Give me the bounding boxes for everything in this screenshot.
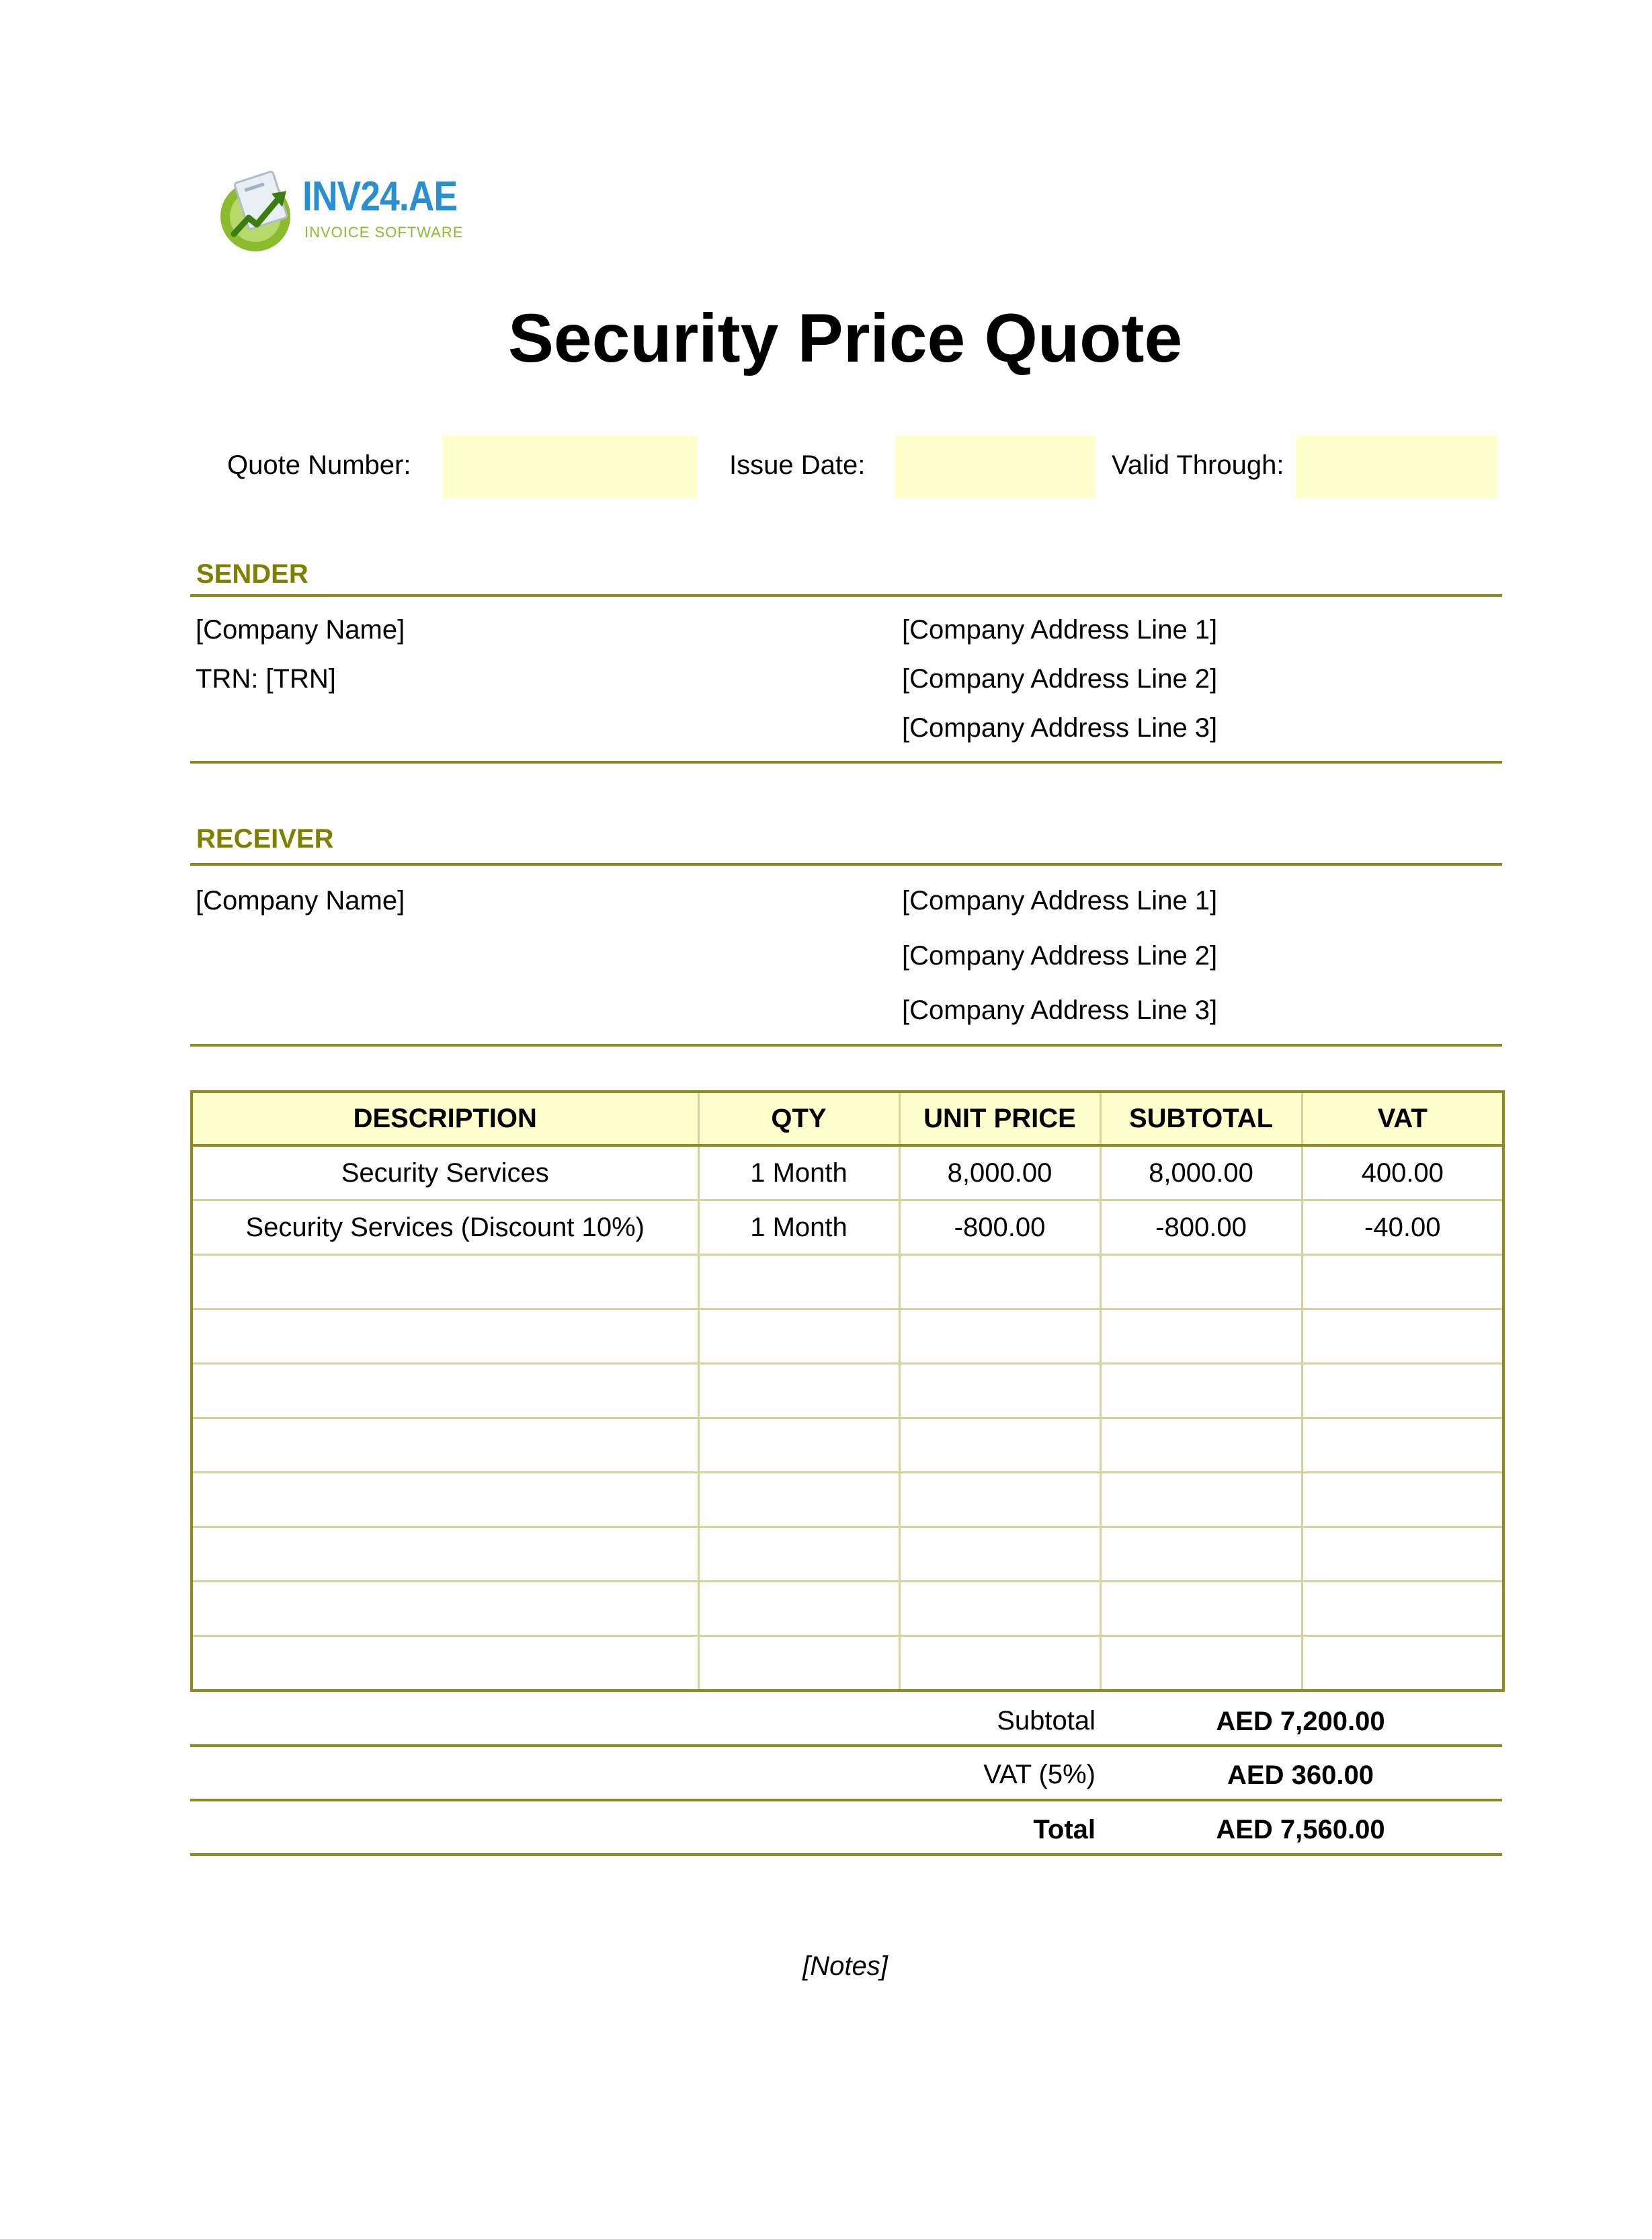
divider [190, 1853, 1502, 1856]
cell-description[interactable] [192, 1364, 698, 1418]
cell-unit-price[interactable]: 8,000.00 [899, 1145, 1100, 1200]
quote-number-label: Quote Number: [227, 450, 411, 480]
cell-qty[interactable] [698, 1527, 899, 1582]
column-header-vat: VAT [1302, 1092, 1503, 1145]
column-header-description: DESCRIPTION [192, 1092, 698, 1145]
cell-qty[interactable] [698, 1473, 899, 1527]
receiver-company-name: [Company Name] [196, 886, 405, 915]
cell-subtotal[interactable] [1100, 1582, 1302, 1636]
cell-vat[interactable] [1302, 1582, 1503, 1636]
receiver-heading: RECEIVER [196, 824, 334, 854]
cell-description[interactable] [192, 1473, 698, 1527]
receiver-address-line-1: [Company Address Line 1] [902, 886, 1218, 915]
cell-description[interactable] [192, 1255, 698, 1309]
table-row [192, 1255, 1503, 1309]
cell-description[interactable] [192, 1418, 698, 1473]
sender-heading: SENDER [196, 559, 308, 589]
cell-subtotal[interactable] [1100, 1364, 1302, 1418]
table-row [192, 1309, 1503, 1364]
cell-subtotal[interactable] [1100, 1418, 1302, 1473]
cell-subtotal[interactable] [1100, 1309, 1302, 1364]
cell-unit-price[interactable] [899, 1527, 1100, 1582]
cell-unit-price[interactable] [899, 1473, 1100, 1527]
cell-qty[interactable] [698, 1309, 899, 1364]
sender-company-name: [Company Name] [196, 615, 405, 645]
total-value: AED 7,560.00 [1216, 1815, 1385, 1844]
notes[interactable]: [Notes] [802, 1951, 888, 1981]
cell-vat[interactable] [1302, 1636, 1503, 1691]
cell-unit-price[interactable] [899, 1418, 1100, 1473]
table-row [192, 1527, 1503, 1582]
cell-description[interactable]: Security Services (Discount 10%) [192, 1200, 698, 1255]
table-header-row [192, 1092, 1503, 1145]
cell-vat[interactable] [1302, 1255, 1503, 1309]
cell-subtotal[interactable]: -800.00 [1100, 1200, 1302, 1255]
cell-description[interactable] [192, 1309, 698, 1364]
cell-vat[interactable]: -40.00 [1302, 1200, 1503, 1255]
cell-qty[interactable] [698, 1582, 899, 1636]
cell-subtotal[interactable] [1100, 1473, 1302, 1527]
issue-date-field[interactable] [895, 436, 1096, 498]
sender-trn: TRN: [TRN] [196, 664, 336, 694]
cell-vat[interactable] [1302, 1527, 1503, 1582]
valid-through-field[interactable] [1296, 436, 1497, 498]
cell-subtotal[interactable] [1100, 1255, 1302, 1309]
cell-qty[interactable]: 1 Month [698, 1145, 899, 1200]
cell-subtotal[interactable] [1100, 1527, 1302, 1582]
divider [190, 761, 1502, 764]
cell-subtotal[interactable] [1100, 1636, 1302, 1691]
column-header-unit-price: UNIT PRICE [899, 1092, 1100, 1145]
cell-unit-price[interactable] [899, 1364, 1100, 1418]
total-label: Total [1033, 1815, 1096, 1844]
cell-description[interactable] [192, 1582, 698, 1636]
quote-number-field[interactable] [442, 436, 698, 498]
table-row [192, 1200, 1503, 1255]
table-row [192, 1473, 1503, 1527]
cell-qty[interactable] [698, 1255, 899, 1309]
cell-unit-price[interactable] [899, 1636, 1100, 1691]
table-row [192, 1636, 1503, 1691]
logo-tagline: INVOICE SOFTWARE [304, 224, 464, 241]
subtotal-label: Subtotal [997, 1706, 1096, 1736]
cell-unit-price[interactable]: -800.00 [899, 1200, 1100, 1255]
valid-through-label: Valid Through: [1112, 450, 1284, 480]
divider [190, 863, 1502, 866]
cell-vat[interactable] [1302, 1364, 1503, 1418]
issue-date-label: Issue Date: [729, 450, 866, 480]
logo-name: INV24.AE [302, 173, 458, 220]
cell-vat[interactable]: 400.00 [1302, 1145, 1503, 1200]
cell-qty[interactable]: 1 Month [698, 1200, 899, 1255]
divider [190, 1744, 1502, 1747]
chart-arrow-icon [214, 169, 301, 257]
divider [190, 594, 1502, 597]
column-header-qty: QTY [698, 1092, 899, 1145]
sender-address-line-3: [Company Address Line 3] [902, 713, 1218, 743]
cell-vat[interactable] [1302, 1309, 1503, 1364]
cell-description[interactable]: Security Services [192, 1145, 698, 1200]
cell-qty[interactable] [698, 1364, 899, 1418]
cell-vat[interactable] [1302, 1473, 1503, 1527]
items-table [190, 1090, 1505, 1692]
vat-label: VAT (5%) [983, 1760, 1096, 1789]
sender-address-line-2: [Company Address Line 2] [902, 664, 1218, 694]
cell-unit-price[interactable] [899, 1309, 1100, 1364]
table-row [192, 1418, 1503, 1473]
cell-subtotal[interactable]: 8,000.00 [1100, 1145, 1302, 1200]
table-row [192, 1364, 1503, 1418]
column-header-subtotal: SUBTOTAL [1100, 1092, 1302, 1145]
table-row [192, 1145, 1503, 1200]
page-title: Security Price Quote [507, 300, 1183, 376]
cell-description[interactable] [192, 1527, 698, 1582]
divider [190, 1799, 1502, 1801]
cell-unit-price[interactable] [899, 1582, 1100, 1636]
cell-description[interactable] [192, 1636, 698, 1691]
receiver-address-line-2: [Company Address Line 2] [902, 941, 1218, 971]
cell-qty[interactable] [698, 1418, 899, 1473]
subtotal-value: AED 7,200.00 [1216, 1707, 1385, 1736]
vat-value: AED 360.00 [1227, 1760, 1374, 1790]
sender-address-line-1: [Company Address Line 1] [902, 615, 1218, 645]
receiver-address-line-3: [Company Address Line 3] [902, 995, 1218, 1025]
divider [190, 1044, 1502, 1047]
cell-qty[interactable] [698, 1636, 899, 1691]
cell-vat[interactable] [1302, 1418, 1503, 1473]
table-row [192, 1582, 1503, 1636]
cell-unit-price[interactable] [899, 1255, 1100, 1309]
